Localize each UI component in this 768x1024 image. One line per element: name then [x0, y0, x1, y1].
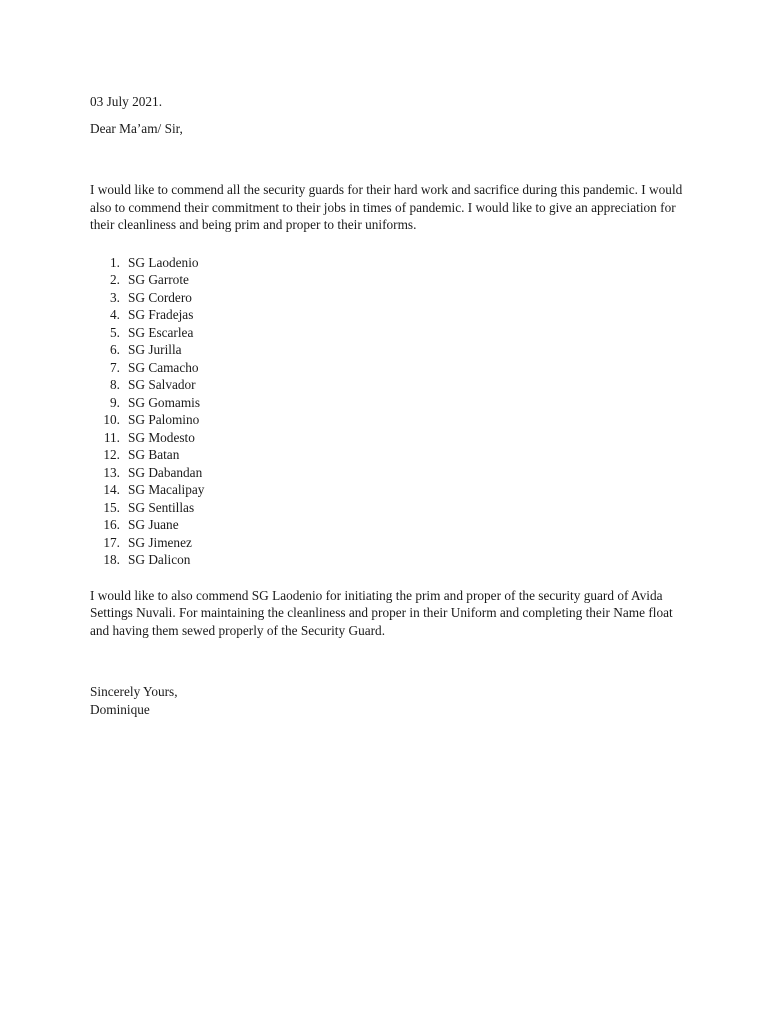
list-item: [90, 534, 690, 552]
list-item-name: SG Dalicon: [128, 552, 191, 567]
guard-list: [90, 254, 690, 569]
list-item-number: 1.: [110, 254, 120, 270]
list-item: [90, 411, 690, 429]
list-item: [90, 324, 690, 342]
letter-paragraph-intro: I would like to commend all the security guards for their hard work and sacrifice during this pandemic. I would also to commend their commitment to their jobs in times of pandemic. I would like to give an appreciation for their cleanliness and being prim and proper to their uniforms.: [90, 182, 683, 232]
letter-closing: Sincerely Yours,: [90, 684, 178, 699]
list-item-number: 17.: [103, 534, 120, 550]
list-item-name: SG Fradejas: [128, 307, 194, 322]
list-item-number: 16.: [103, 517, 120, 532]
list-item: [90, 394, 690, 412]
list-item-name: SG Jurilla: [128, 342, 182, 357]
list-item-name: SG Sentillas: [128, 499, 195, 515]
list-item: [90, 376, 690, 394]
list-item: [90, 551, 690, 569]
list-item-number: 7.: [110, 359, 120, 375]
list-item-name: SG Dabandan: [128, 464, 203, 480]
list-item-number: 2.: [110, 272, 120, 287]
list-item: [90, 341, 690, 359]
list-item-number: 8.: [110, 377, 120, 392]
list-item-name: SG Camacho: [128, 359, 199, 375]
list-item-name: SG Cordero: [128, 289, 192, 305]
letter-paragraph-commendation: I would like to also commend SG Laodenio for initiating the prim and proper of the security guard of Avida Settings Nuvali. For maintaining the cleanliness and proper in their Uniform and completing their Name float and having them sewed properly of the Security Guard.: [90, 587, 673, 638]
list-item-number: 18.: [103, 552, 120, 567]
list-item-number: 6.: [110, 342, 120, 357]
list-item-number: 11.: [103, 429, 120, 445]
list-item: [90, 464, 690, 482]
list-item-number: 10.: [103, 412, 120, 427]
list-item-name: SG Juane: [128, 517, 179, 532]
letter-signer: Dominique: [90, 701, 150, 717]
list-item-name: SG Batan: [128, 447, 180, 462]
list-item-name: SG Macalipay: [128, 482, 205, 497]
list-item-name: SG Jimenez: [128, 534, 192, 550]
letter-date: 03 July 2021.: [90, 94, 163, 109]
list-item-name: SG Salvador: [128, 377, 196, 392]
list-item-number: 3.: [110, 289, 120, 305]
list-item: [90, 289, 690, 307]
list-item: [90, 429, 690, 447]
list-item-number: 15.: [103, 499, 120, 515]
list-item-name: SG Gomamis: [128, 394, 201, 410]
list-item: [90, 271, 690, 289]
list-item-number: 14.: [103, 482, 120, 497]
letter-greeting: Dear Ma’am/ Sir,: [90, 120, 183, 136]
list-item: [90, 359, 690, 377]
list-item: [90, 481, 690, 499]
list-item-name: SG Garrote: [128, 272, 189, 287]
list-item: [90, 306, 690, 324]
list-item-number: 4.: [110, 307, 120, 322]
list-item: [90, 499, 690, 517]
list-item-name: SG Laodenio: [128, 254, 199, 270]
list-item-name: SG Modesto: [128, 429, 195, 445]
list-item: [90, 446, 690, 464]
list-item: [90, 254, 690, 272]
letter-page: [90, 93, 690, 718]
list-item-number: 5.: [110, 324, 120, 340]
list-item-number: 12.: [103, 447, 120, 462]
list-item-number: 9.: [110, 394, 120, 410]
list-item-name: SG Escarlea: [128, 324, 194, 340]
list-item: [90, 516, 690, 534]
list-item-number: 13.: [103, 464, 120, 480]
list-item-name: SG Palomino: [128, 412, 200, 427]
